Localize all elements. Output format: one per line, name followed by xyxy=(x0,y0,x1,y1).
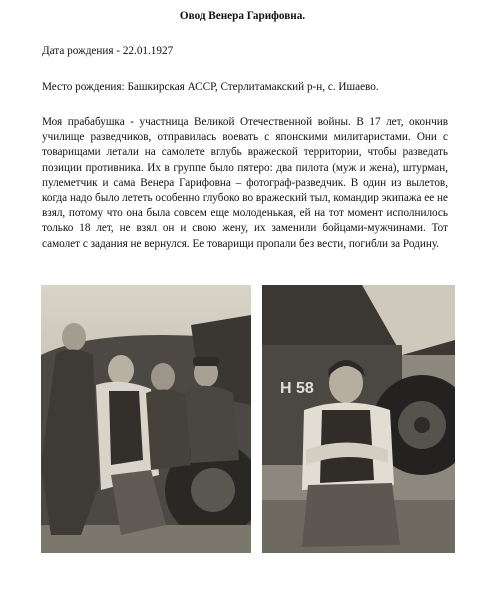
portrait-photo-image xyxy=(262,285,455,553)
portrait-photo xyxy=(262,285,455,553)
group-photo xyxy=(41,285,251,553)
biography-paragraph: Моя прабабушка - участница Великой Отечественной войны. В 17 лет, окончив училище разведчиков, отправилась воевать с японскими милитаристами. Они с товарищами летали на самолете вглубь вражеской территории, чтобы разведать позиции противника. Их в группе было пятеро: два пилота (муж и жена), штурман, пулеметчик и сама Венера Гарифовна – фотограф-разведчик. В один из вылетов, когда надо было лететь особенно глубоко во вражеский тыл, командир экипажа ее не взял, потому что она была совсем еще молоденькая, ей на тот момент исполнилось только 18 лет, не взял он и свою жену, их заменили бойцами-мужчинами. Тот самолет с задания не вернулся. Ее товарищи пропали без вести, погибли за Родину. xyxy=(42,116,448,250)
truck-marking: Н 58 xyxy=(280,380,314,397)
page-title: Овод Венера Гарифовна. xyxy=(179,10,306,22)
birth-place: Место рождения: Башкирская АССР, Стерлитамакский р-н, с. Ишаево. xyxy=(42,81,379,93)
birth-date: Дата рождения - 22.01.1927 xyxy=(42,45,174,57)
group-photo-image xyxy=(41,285,251,553)
